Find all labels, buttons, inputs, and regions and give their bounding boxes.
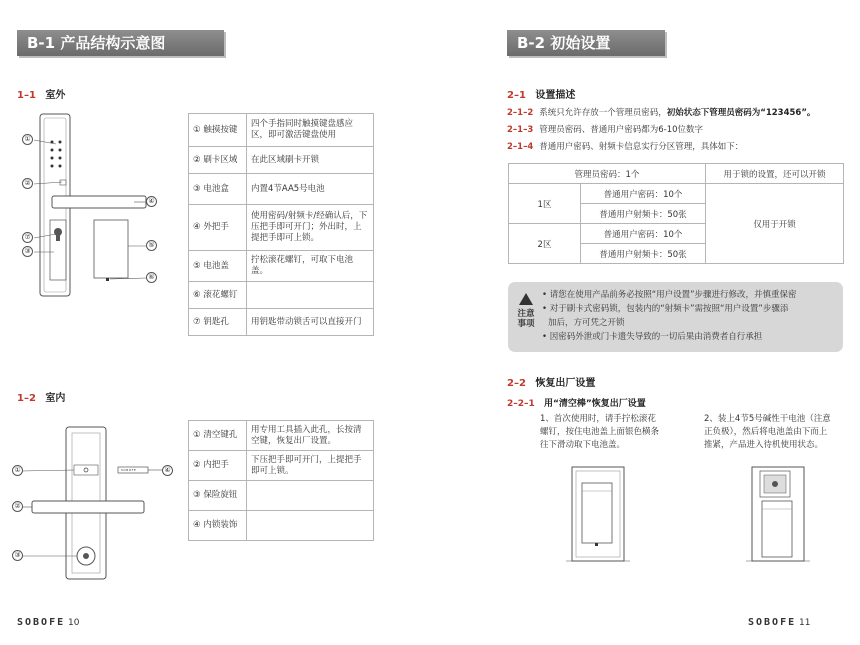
indoor-lock-diagram — [10, 425, 180, 585]
outdoor-lock-diagram — [22, 112, 162, 302]
part-desc: 在此区域刷卡开锁 — [247, 147, 374, 174]
indoor-callout-4: ④ — [162, 465, 173, 476]
table-row — [189, 451, 374, 481]
indoor-callout-2: ② — [12, 501, 23, 512]
admin-use-cell: 用于锁的设置，还可以开锁 — [706, 164, 844, 184]
part-desc: 使用密码/射频卡/经确认后，下压把手即可开门；外出时，上提把手即可上锁。 — [247, 205, 374, 251]
battery-cover-illustration — [560, 465, 640, 565]
table-row — [189, 174, 374, 205]
outdoor-callout-6: ⑥ — [146, 272, 157, 283]
outdoor-callout-7: ⑦ — [22, 232, 33, 243]
item-number: 2–1–4 — [507, 142, 534, 152]
indoor-callout-3: ③ — [12, 550, 23, 561]
step-line: 1、首次使用时，请手拧松滚花 — [540, 414, 656, 424]
outdoor-callout-1: ① — [22, 134, 33, 145]
part-name: ① 清空键孔 — [189, 421, 247, 451]
step-line: 推紧，产品进入待机使用状态。 — [704, 440, 824, 450]
brand-logo: SOBOFE — [17, 617, 66, 628]
subsection-number: 1–1 — [17, 90, 36, 101]
page-number: 11 — [799, 618, 811, 628]
subsection-number: 2–2 — [507, 378, 526, 389]
subsection-number: 2–1 — [507, 90, 526, 101]
section-title-b2: B-2 初始设置 — [507, 30, 665, 56]
reset-step-2 — [704, 413, 831, 452]
step-line: 2、装上4节5号碱性干电池（注意 — [704, 414, 831, 424]
subsection-reset-method — [507, 396, 646, 409]
footer-left — [17, 617, 79, 628]
list-item: • 请您在使用产品前务必按照“用户设置”步骤进行修改，并慎重保密 — [542, 290, 797, 300]
table-row — [189, 114, 374, 147]
part-desc: 用专用工具插入此孔，长按清空键，恢复出厂设置。 — [247, 421, 374, 451]
part-desc: 内置4节AA5号电池 — [247, 174, 374, 205]
table-row — [189, 282, 374, 309]
part-name: ③ 保险旋钮 — [189, 481, 247, 511]
table-row — [509, 164, 844, 184]
table-row — [189, 147, 374, 174]
part-desc: 用钥匙带动锁舌可以直接开门 — [247, 309, 374, 336]
outdoor-callout-2: ② — [22, 178, 33, 189]
setup-item — [507, 140, 743, 152]
item-number: 2–1–3 — [507, 125, 534, 135]
subsection-heading: 恢复出厂设置 — [535, 378, 596, 389]
part-name: ④ 内锁装饰 — [189, 511, 247, 541]
outdoor-callout-3: ③ — [22, 246, 33, 257]
part-name: ⑥ 滚花螺钉 — [189, 282, 247, 309]
user-use-cell: 仅用于开锁 — [706, 184, 844, 264]
indoor-parts-table — [188, 420, 374, 541]
zone-card-cell: 普通用户射频卡：50张 — [581, 204, 706, 224]
admin-password-cell: 管理员密码：1个 — [509, 164, 706, 184]
zone-name-cell: 2区 — [509, 224, 581, 264]
warning-icon — [518, 292, 534, 306]
outdoor-callout-4: ④ — [146, 196, 157, 207]
outdoor-callout-5: ⑤ — [146, 240, 157, 251]
table-row — [189, 251, 374, 282]
table-row — [189, 511, 374, 541]
page-number: 10 — [68, 618, 80, 628]
list-item: • 因密码外泄或门卡遗失导致的一切后果由消费者自行承担 — [542, 332, 763, 342]
indoor-callout-1: ① — [12, 465, 23, 476]
part-desc — [247, 282, 374, 309]
item-text: 管理员密码、普通用户密码都为6-10位数字 — [539, 125, 704, 135]
part-name: ③ 电池盒 — [189, 174, 247, 205]
step-line: 正负极），然后将电池盖由下而上 — [704, 427, 828, 437]
notice-heading — [516, 292, 536, 329]
zone-management-table — [508, 163, 844, 264]
subsection-indoor — [17, 389, 65, 404]
notice-box — [508, 282, 843, 352]
table-row — [189, 421, 374, 451]
section-title-b1: B-1 产品结构示意图 — [17, 30, 224, 56]
zone-password-cell: 普通用户密码：10个 — [581, 224, 706, 244]
part-name: ② 刷卡区域 — [189, 147, 247, 174]
list-item: 加后，方可凭之开锁 — [548, 318, 625, 328]
zone-password-cell: 普通用户密码：10个 — [581, 184, 706, 204]
outdoor-lock-drawing — [22, 112, 162, 302]
subsection-number: 1–2 — [17, 393, 36, 404]
notice-title: 注意事项 — [517, 309, 535, 329]
part-desc — [247, 511, 374, 541]
subsection-heading: 室内 — [45, 393, 66, 404]
part-name: ④ 外把手 — [189, 205, 247, 251]
part-name: ⑤ 电池盖 — [189, 251, 247, 282]
table-row — [189, 481, 374, 511]
notice-list — [542, 288, 797, 344]
subsection-heading: 用“清空棒”恢复出厂设置 — [543, 399, 646, 409]
subsection-reset — [507, 374, 595, 389]
part-name: ⑦ 钥匙孔 — [189, 309, 247, 336]
part-desc: 下压把手即可开门，上提把手即可上锁。 — [247, 451, 374, 481]
part-desc: 拧松滚花螺钉，可取下电池盖。 — [247, 251, 374, 282]
subsection-heading: 设置描述 — [535, 90, 576, 101]
item-text: 普通用户密码、射频卡信息实行分区管理，具体如下： — [539, 142, 744, 152]
part-desc: 四个手指同时触摸键盘感应区，即可激活键盘使用 — [247, 114, 374, 147]
item-emphasis: 初始状态下管理员密码为“123456”。 — [666, 108, 816, 118]
table-row — [509, 184, 844, 204]
indoor-plate-label: SOBOFE — [121, 468, 137, 472]
zone-card-cell: 普通用户射频卡：50张 — [581, 244, 706, 264]
list-item: • 对于刷卡式密码锁，包装内的“射频卡”需按照“用户设置”步骤添 — [542, 304, 789, 314]
setup-item — [507, 106, 815, 118]
subsection-heading: 室外 — [45, 90, 66, 101]
reset-step-1 — [540, 413, 659, 452]
item-number: 2–1–2 — [507, 108, 534, 118]
subsection-number: 2–2–1 — [507, 399, 535, 409]
part-name: ② 内把手 — [189, 451, 247, 481]
indoor-lock-drawing — [10, 425, 180, 585]
zone-name-cell: 1区 — [509, 184, 581, 224]
subsection-setup — [507, 86, 575, 101]
subsection-outdoor — [17, 86, 65, 101]
outdoor-parts-table — [188, 113, 374, 336]
step-line: 螺钉，按住电池盖上面银色横条 — [540, 427, 660, 437]
brand-logo: SOBOFE — [748, 617, 797, 628]
part-desc — [247, 481, 374, 511]
part-name: ① 触摸按键 — [189, 114, 247, 147]
table-row — [189, 309, 374, 336]
battery-insert-illustration — [740, 465, 820, 565]
table-row — [189, 205, 374, 251]
setup-item — [507, 123, 703, 135]
footer-right — [748, 617, 810, 628]
step-line: 往下滑动取下电池盖。 — [540, 440, 626, 450]
item-text: 系统只允许存放一个管理员密码， — [539, 108, 667, 118]
